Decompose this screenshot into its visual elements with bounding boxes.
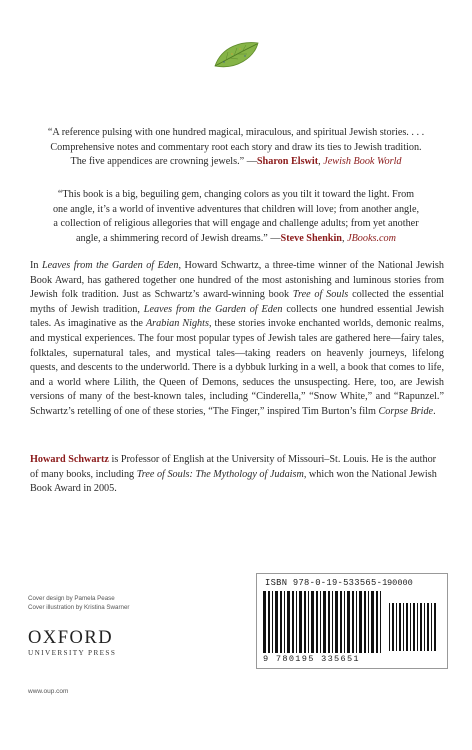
quote-author: Steve Shenkin (280, 232, 342, 244)
review-quote-2: “This book is a big, beguiling gem, changing colors as you tilt it toward the light. From one angle, it’s a world of inventive adventures that children will love; from another angle, a collection of religious allegories that will engage and challenge adults; from yet another angle, a shimmering record of Jewish dreams.” —Steve Shenkin, JBooks.com (0, 188, 472, 246)
barcode-icon (263, 591, 383, 655)
quote-line: Comprehensive notes and commentary root each story and draw its ties to Jewish tradition. (50, 141, 422, 153)
barcode-supplement: 90000 (387, 578, 413, 588)
quote-author: Sharon Elswit (256, 156, 319, 168)
cover-design-credit: Cover design by Pamela Pease (28, 595, 115, 602)
review-quote-1: “A reference pulsing with one hundred magical, miraculous, and spiritual Jewish stories. . . . Comprehensive notes and commentary root each story and draw its ties to Jewish tradition. The five appendices are crowning jewels.” —Sharon Elswit, Jewish Book World (0, 126, 472, 170)
cover-illustration-credit: Cover illustration by Kristina Swarner (28, 604, 130, 611)
supplement-barcode-icon (389, 591, 439, 651)
isbn-label: ISBN 978-0-19-533565-1 (265, 578, 388, 588)
quote-source: Jewish Book World (323, 156, 402, 168)
publisher-website: www.oup.com (28, 688, 69, 695)
quote-line: “This book is a big, beguiling gem, changing colors as you tilt it toward the light. From (57, 189, 415, 200)
author-bio: Howard Schwartz is Professor of English at the University of Missouri–St. Louis. He is the author of many books, including Tree of Souls: The Mythology of Judaism, which won the National Jewish Book Award in 2005. (30, 454, 437, 495)
book-title: Tree of Souls: The Mythology of Judaism (136, 468, 304, 480)
book-title: Leaves from the Garden of Eden (143, 303, 283, 315)
cover-credits (28, 594, 129, 612)
publisher-name: OXFORD (28, 628, 114, 648)
quote-source: JBooks.com (347, 232, 397, 244)
barcode-digits: 9 780195 335651 (263, 654, 360, 664)
film-title: Corpse Bride (378, 405, 434, 417)
publisher-logo (28, 629, 116, 657)
barcode-box (256, 573, 448, 669)
quote-line: one angle, it’s a world of inventive adventures that children will love; from another angle, (52, 203, 420, 215)
quote-line: The five appendices are crowning jewels.” — (70, 156, 257, 168)
publisher-sub: UNIVERSITY PRESS (28, 649, 117, 657)
quote-line: angle, a shimmering record of Jewish dreams.” — (75, 232, 281, 244)
quote-line: “A reference pulsing with one hundred magical, miraculous, and spiritual Jewish stories. . . . (47, 127, 425, 138)
book-title: Leaves from the Garden of Eden (41, 260, 179, 271)
book-title: Arabian Nights (145, 318, 209, 330)
leaf-icon (212, 40, 260, 70)
book-description: In Leaves from the Garden of Eden, Howard Schwartz, a three-time winner of the National Jewish Book Award, has gathered together one hundred of the most astonishing and luminous stories from Jewish folk tradition. Just as Schwartz’s award-winning book Tree of Souls collected the essential myths of Jewish tradition, Leaves from the Garden of Eden collects one hundred essential Jewish tales. As imaginative as the Arabian Nights, these stories invoke enchanted worlds, demonic realms, and mystical experiences. The four most popular types of Jewish tales are gathered here—fairy tales, folktales, supernatural tales, and mystical tales—taking readers on heavenly journeys, lifelong quests, and descents to the underworld. There is a dybbuk lurking in a well, a book that comes to life, and a world where Lilith, the Queen of Demons, seduces the unsuspecting. Here, too, are Jewish versions of many of the best-known tales, including “Cinderella,” “Snow White,” and “Rapunzel.” Schwartz’s retelling of one of these stories, “The Finger,” inspired Tim Burton’s film Corpse Bride. (30, 260, 445, 417)
quote-line: a collection of religious allegories that will engage and challenge adults; from yet another (53, 218, 419, 230)
author-name: Howard Schwartz (30, 454, 109, 465)
book-title: Tree of Souls (292, 289, 349, 301)
